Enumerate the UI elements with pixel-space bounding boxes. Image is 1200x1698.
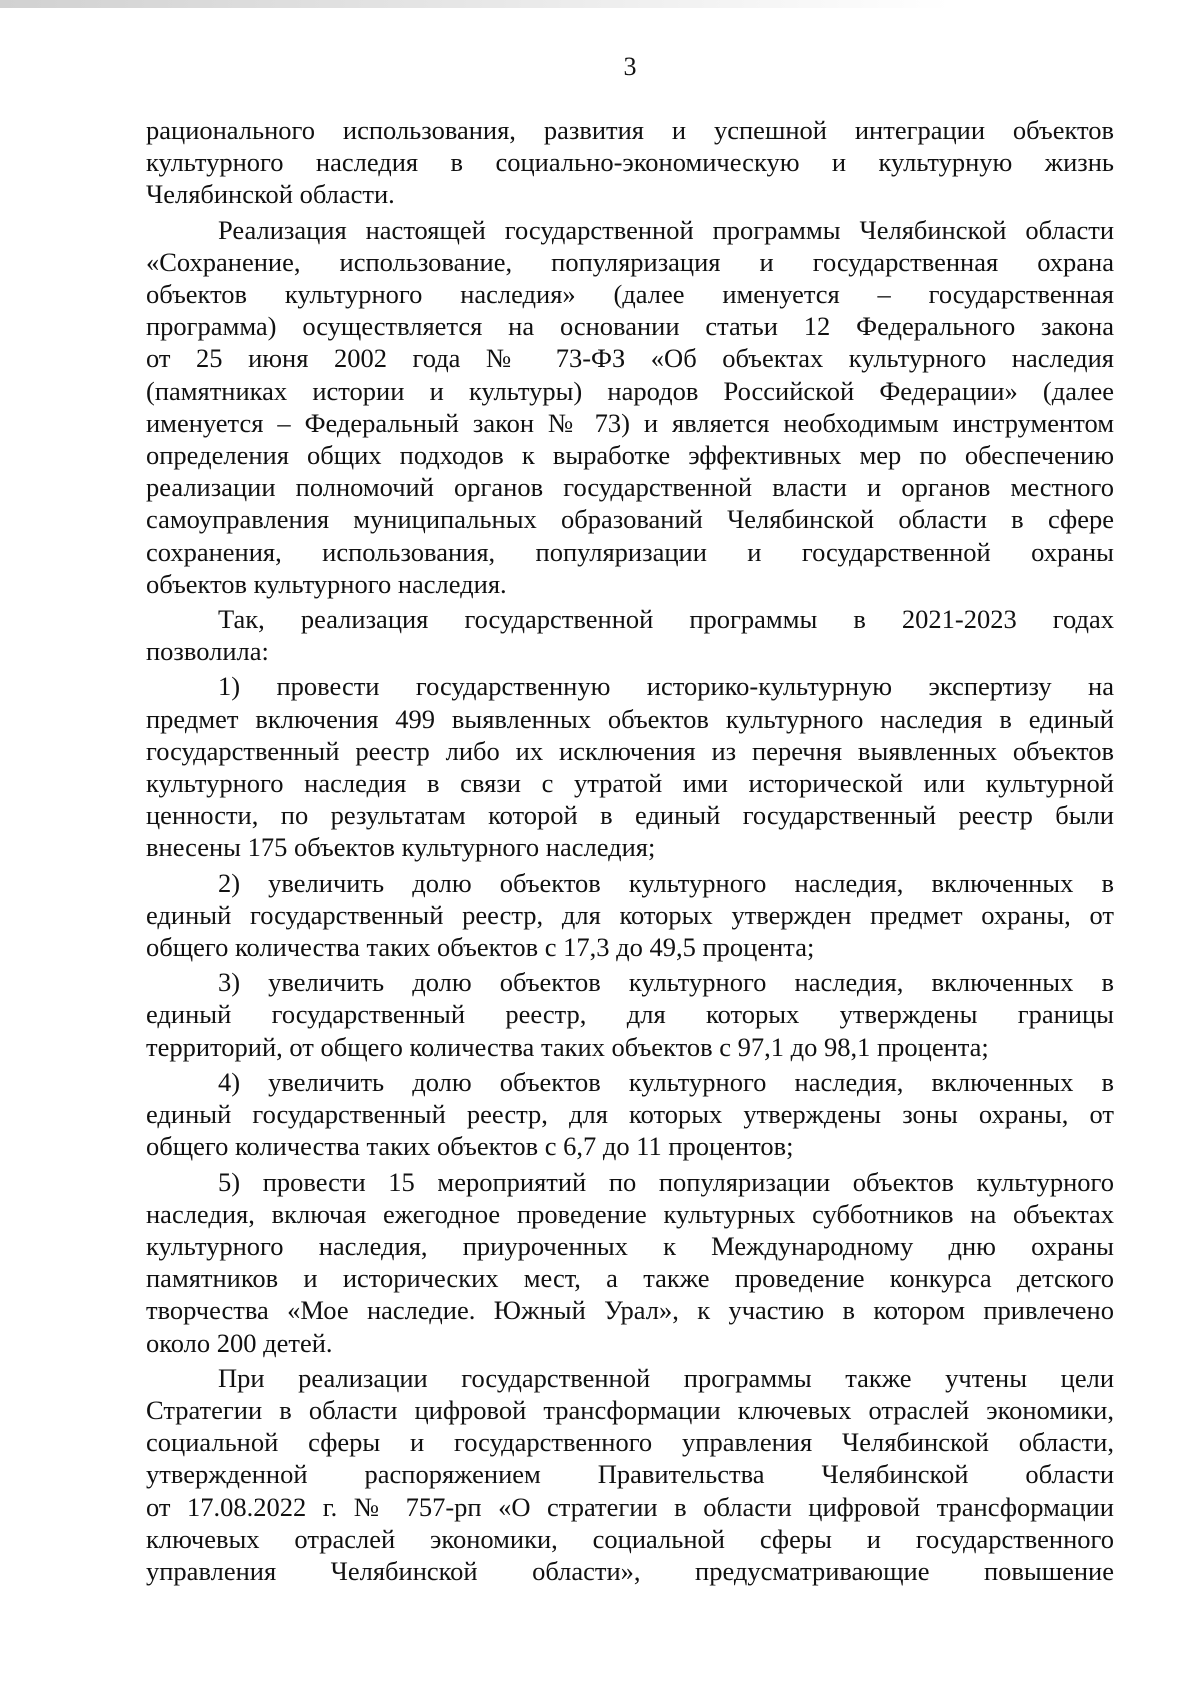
document-body (146, 114, 1114, 1587)
text-line: творчества «Мое наследие. Южный Урал», к участию в котором привлечено (146, 1295, 1114, 1326)
paragraph (146, 603, 1114, 667)
paragraph (146, 966, 1114, 1063)
text-line: единый государственный реестр, для которых утверждены границы (146, 999, 1114, 1030)
paragraph (146, 867, 1114, 964)
text-line: социальной сферы и государственного управления Челябинской области, (146, 1427, 1114, 1458)
text-line: общего количества таких объектов с 17,3 до 49,5 процента; (146, 932, 815, 963)
paragraph (146, 1066, 1114, 1163)
text-line: внесены 175 объектов культурного наследия; (146, 832, 656, 863)
text-line: общего количества таких объектов с 6,7 до 11 процентов; (146, 1131, 794, 1162)
text-line: культурного наследия в связи с утратой ими исторической или культурной (146, 768, 1114, 799)
text-line: культурного наследия в социально-экономическую и культурную жизнь (146, 147, 1114, 178)
text-line: Реализация настоящей государственной программы Челябинской области (218, 214, 1114, 245)
text-line: сохранения, использования, популяризации и государственной охраны (146, 536, 1114, 567)
text-line: определения общих подходов к выработке эффективных мер по обеспечению (146, 440, 1114, 471)
paragraph (146, 1166, 1114, 1359)
text-line: памятников и исторических мест, а также проведение конкурса детского (146, 1263, 1114, 1294)
text-line: Челябинской области. (146, 179, 395, 210)
text-line: государственный реестр либо их исключения из перечня выявленных объектов (146, 735, 1114, 766)
text-line: Стратегии в области цифровой трансформации ключевых отраслей экономики, (146, 1394, 1114, 1425)
text-line: «Сохранение, использование, популяризация и государственная охрана (146, 246, 1114, 277)
text-line: При реализации государственной программы также учтены цели (218, 1362, 1114, 1393)
text-line: от 17.08.2022 г. № 757-рп «О стратегии в области цифровой трансформации (146, 1491, 1114, 1522)
paragraph (146, 670, 1114, 863)
text-line: позволила: (146, 636, 269, 667)
paragraph (146, 114, 1114, 211)
text-line: управления Челябинской области», предусматривающие повышение (146, 1555, 1114, 1586)
text-line: утвержденной распоряжением Правительства Челябинской области (146, 1459, 1114, 1490)
page-number: 3 (623, 52, 637, 81)
text-line: рационального использования, развития и успешной интеграции объектов (146, 115, 1114, 145)
text-line: 2) увеличить долю объектов культурного наследия, включенных в (218, 867, 1114, 898)
text-line: единый государственный реестр, для которых утвержден предмет охраны, от (146, 899, 1114, 930)
text-line: предмет включения 499 выявленных объектов культурного наследия в единый (146, 703, 1114, 734)
text-line: реализации полномочий органов государственной власти и органов местного (146, 472, 1114, 503)
text-line: объектов культурного наследия. (146, 568, 507, 599)
text-line: территорий, от общего количества таких объектов с 97,1 до 98,1 процента; (146, 1031, 989, 1062)
text-line: наследия, включая ежегодное проведение культурных субботников на объектах (146, 1198, 1114, 1229)
text-line: Так, реализация государственной программы в 2021-2023 годах (218, 604, 1114, 635)
paragraph (146, 1362, 1114, 1587)
text-line: именуется – Федеральный закон № 73) и является необходимым инструментом (146, 407, 1114, 438)
scan-edge-artifact (0, 0, 950, 8)
text-line: объектов культурного наследия» (далее именуется – государственная (146, 279, 1114, 310)
text-line: от 25 июня 2002 года № 73-ФЗ «Об объектах культурного наследия (146, 343, 1114, 374)
text-line: программа) осуществляется на основании статьи 12 Федерального закона (146, 311, 1114, 342)
text-line: культурного наследия, приуроченных к Международному дню охраны (146, 1230, 1114, 1261)
paragraph (146, 214, 1114, 600)
text-line: 5) провести 15 мероприятий по популяризации объектов культурного (218, 1166, 1114, 1197)
text-line: ценности, по результатам которой в единый государственный реестр были (146, 800, 1114, 831)
text-line: около 200 детей. (146, 1327, 333, 1358)
text-line: единый государственный реестр, для которых утверждены зоны охраны, от (146, 1099, 1114, 1130)
text-line: самоуправления муниципальных образований Челябинской области в сфере (146, 504, 1114, 535)
text-line: ключевых отраслей экономики, социальной сферы и государственного (146, 1523, 1114, 1554)
text-line: 3) увеличить долю объектов культурного наследия, включенных в (218, 967, 1114, 998)
text-line: 4) увеличить долю объектов культурного наследия, включенных в (218, 1066, 1114, 1097)
text-line: (памятниках истории и культуры) народов Российской Федерации» (далее (146, 375, 1114, 406)
text-line: 1) провести государственную историко-культурную экспертизу на (218, 671, 1114, 702)
